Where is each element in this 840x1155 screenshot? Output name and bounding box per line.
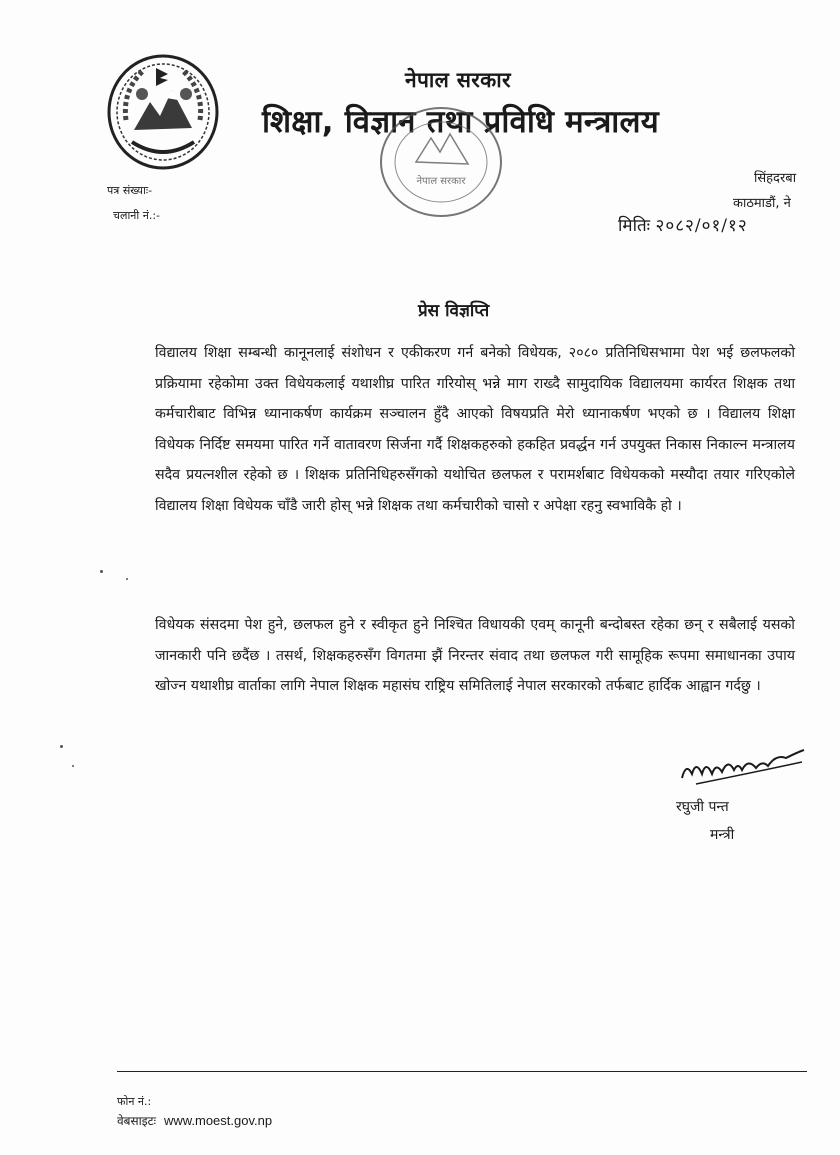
svg-text:नेपाल सरकार: नेपाल सरकार — [416, 176, 466, 187]
location-line-2: काठमाडौं, ने — [733, 196, 791, 211]
website-url[interactable]: www.moest.gov.np — [163, 1113, 273, 1128]
location-line-1: सिंहदरबा — [754, 171, 797, 186]
date-label: मितिः — [618, 216, 651, 236]
signatory-title: मन्त्री — [710, 827, 735, 843]
body-paragraph-2: विधेयक संसदमा पेश हुने, छलफल हुने र स्वीकृत हुने निश्चित विधायकी एवम् कानूनी बन्दोबस्त रहेका छन् र सबैलाई यसको जानकारी पनि छदैंछ । तसर्थ, शिक्षकहरुसँग विगतमा झैं निरन्तर संवाद तथा छलफल गरी सामूहिक रूपमा समाधानका उपाय खोज्न यथाशीघ्र वार्ताका लागि नेपाल शिक्षक महासंघ राष्ट्रिय समितिलाई नेपाल सरकारको तर्फबाट हार्दिक आह्वान गर्दछु । — [155, 617, 795, 694]
nepal-emblem-icon — [104, 50, 222, 172]
website-label: वेबसाइटः — [117, 1114, 157, 1128]
issue-date — [618, 213, 748, 236]
document-title: प्रेस विज्ञप्ति — [418, 301, 490, 321]
signatory-name: रघुजी पन्त — [676, 799, 729, 815]
body-paragraph-1: विद्यालय शिक्षा सम्बन्धी कानूनलाई संशोधन र एकीकरण गर्न बनेको विधेयक, २०८० प्रतिनिधिसभामा पेश भई छलफलको प्रक्रियामा रहेकोमा उक्त विधेयकलाई यथाशीघ्र पारित गरियोस् भन्ने माग राख्दै सामुदायिक विद्यालयमा कार्यरत शिक्षक तथा कर्मचारीबाट विभिन्न ध्यानाकर्षण कार्यक्रम सञ्चालन हुँदै आएको विषयप्रति मेरो ध्यानाकर्षण भएको छ । विद्यालय शिक्षा विधेयक निर्दिष्ट समयमा पारित गर्ने वातावरण सिर्जना गर्दै शिक्षकहरुको हकहित प्रवर्द्धन गर्न उपयुक्त निकास निकाल्न मन्त्रालय सदैव प्रयत्नशील रहेको छ । शिक्षक प्रतिनिधिहरुसँगको यथोचित छलफल र परामर्शबाट विधेयकको मस्यौदा तयार गरिएकोले विद्यालय शिक्षा विधेयक चाँडै जारी होस् भन्ने शिक्षक तथा कर्मचारीको चासो र अपेक्षा रहनु स्वभाविकै हो । — [155, 345, 795, 514]
scan-speck — [60, 745, 63, 748]
ministry-name: शिक्षा, विज्ञान तथा प्रविधि मन्त्रालय — [262, 104, 659, 140]
scan-speck — [100, 570, 103, 573]
dispatch-number-label: चलानी नं.:- — [113, 209, 161, 222]
footer-phone-label: फोन नं.: — [117, 1095, 152, 1108]
footer-website — [117, 1112, 272, 1129]
letter-number-label: पत्र संख्याः- — [107, 184, 153, 197]
handwritten-signature — [676, 744, 808, 790]
official-stamp-icon — [376, 104, 506, 224]
scan-speck — [72, 765, 74, 767]
scan-speck — [126, 578, 128, 580]
government-name: नेपाल सरकार — [405, 68, 511, 92]
date-value: २०८२/०१/१२ — [655, 216, 748, 236]
footer-divider — [117, 1071, 807, 1072]
